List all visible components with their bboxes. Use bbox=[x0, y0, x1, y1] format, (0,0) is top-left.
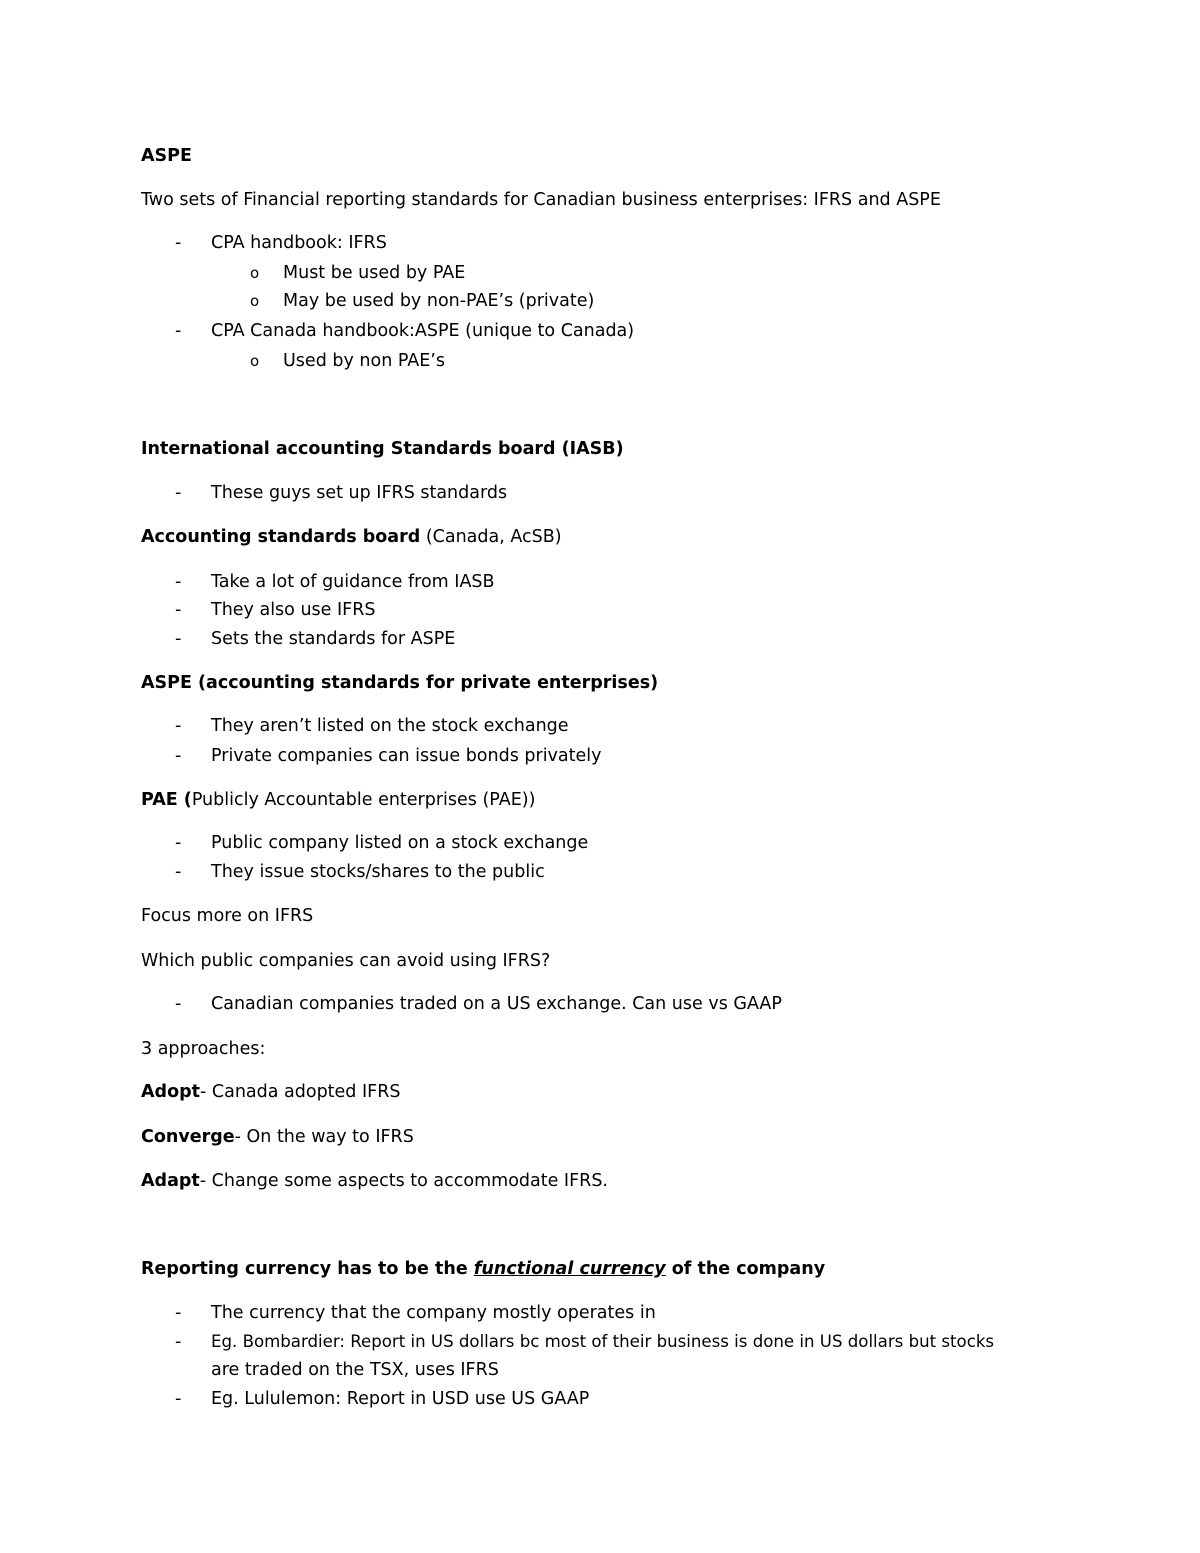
list-item: Eg. Bombardier: Report in US dollars bc most of their business is done in US dollars but stocks bbox=[211, 1332, 995, 1351]
list-item-continuation: are traded on the TSX, uses IFRS bbox=[211, 1360, 499, 1380]
sub-list-item: May be used by non-PAE’s (private) bbox=[283, 291, 595, 311]
list-item: Canadian companies traded on a US exchange. Can use vs GAAP bbox=[211, 994, 782, 1014]
adopt-line bbox=[141, 1081, 400, 1103]
section-heading-pae bbox=[141, 789, 535, 811]
list-item: Private companies can issue bonds privately bbox=[211, 746, 602, 766]
question-text: Which public companies can avoid using IFRS? bbox=[141, 951, 551, 971]
converge-line bbox=[141, 1126, 414, 1148]
list-item: They issue stocks/shares to the public bbox=[211, 862, 545, 882]
adopt-text: - Canada adopted IFRS bbox=[200, 1082, 401, 1102]
section-heading-aspe: ASPE (accounting standards for private enterprises) bbox=[141, 673, 659, 693]
list-item: CPA handbook: IFRS bbox=[211, 233, 387, 253]
circle-bullet: o bbox=[250, 352, 260, 370]
section-heading-currency bbox=[141, 1258, 825, 1280]
functional-currency-emphasis: functional currency bbox=[473, 1259, 666, 1279]
focus-text: Focus more on IFRS bbox=[141, 906, 314, 926]
list-item: Sets the standards for ASPE bbox=[211, 629, 456, 649]
sub-list-item: Must be used by PAE bbox=[283, 263, 466, 283]
sub-list-item: Used by non PAE’s bbox=[283, 351, 445, 371]
heading-post: of the company bbox=[665, 1259, 826, 1279]
adapt-line bbox=[141, 1170, 608, 1192]
converge-label: Converge bbox=[141, 1127, 235, 1147]
adapt-label: Adapt bbox=[141, 1171, 200, 1191]
page-title: ASPE bbox=[141, 146, 192, 166]
circle-bullet: o bbox=[250, 292, 260, 310]
dash-bullet: - bbox=[175, 321, 182, 341]
heading-rest-part: (Canada, AcSB) bbox=[420, 527, 562, 547]
circle-bullet: o bbox=[250, 264, 260, 282]
dash-bullet: - bbox=[175, 746, 182, 766]
dash-bullet: - bbox=[175, 572, 182, 592]
dash-bullet: - bbox=[175, 233, 182, 253]
list-item: Eg. Lululemon: Report in USD use US GAAP bbox=[211, 1389, 590, 1409]
dash-bullet: - bbox=[175, 833, 182, 853]
intro-text: Two sets of Financial reporting standards for Canadian business enterprises: IFRS and ASPE bbox=[141, 190, 941, 210]
list-item: Take a lot of guidance from IASB bbox=[211, 572, 495, 592]
adopt-label: Adopt bbox=[141, 1082, 200, 1102]
list-item: They aren’t listed on the stock exchange bbox=[211, 716, 569, 736]
list-item: These guys set up IFRS standards bbox=[211, 483, 508, 503]
list-item: The currency that the company mostly operates in bbox=[211, 1303, 656, 1323]
adapt-text: - Change some aspects to accommodate IFRS. bbox=[199, 1171, 608, 1191]
heading-rest-part: Publicly Accountable enterprises (PAE)) bbox=[191, 790, 536, 810]
approaches-text: 3 approaches: bbox=[141, 1039, 266, 1059]
section-heading-iasb: International accounting Standards board (IASB) bbox=[141, 439, 624, 459]
list-item: CPA Canada handbook:ASPE (unique to Canada) bbox=[211, 321, 635, 341]
dash-bullet: - bbox=[175, 629, 182, 649]
heading-bold-part: PAE ( bbox=[141, 790, 192, 810]
heading-bold-part: Accounting standards board bbox=[141, 527, 421, 547]
dash-bullet: - bbox=[175, 716, 182, 736]
converge-text: - On the way to IFRS bbox=[234, 1127, 414, 1147]
section-heading-acsb bbox=[141, 526, 562, 548]
dash-bullet: - bbox=[175, 994, 182, 1014]
dash-bullet: - bbox=[175, 1332, 182, 1352]
list-item: They also use IFRS bbox=[211, 600, 376, 620]
dash-bullet: - bbox=[175, 600, 182, 620]
dash-bullet: - bbox=[175, 1303, 182, 1323]
list-item: Public company listed on a stock exchange bbox=[211, 833, 589, 853]
dash-bullet: - bbox=[175, 1389, 182, 1409]
dash-bullet: - bbox=[175, 862, 182, 882]
dash-bullet: - bbox=[175, 483, 182, 503]
heading-pre: Reporting currency has to be the bbox=[141, 1259, 474, 1279]
